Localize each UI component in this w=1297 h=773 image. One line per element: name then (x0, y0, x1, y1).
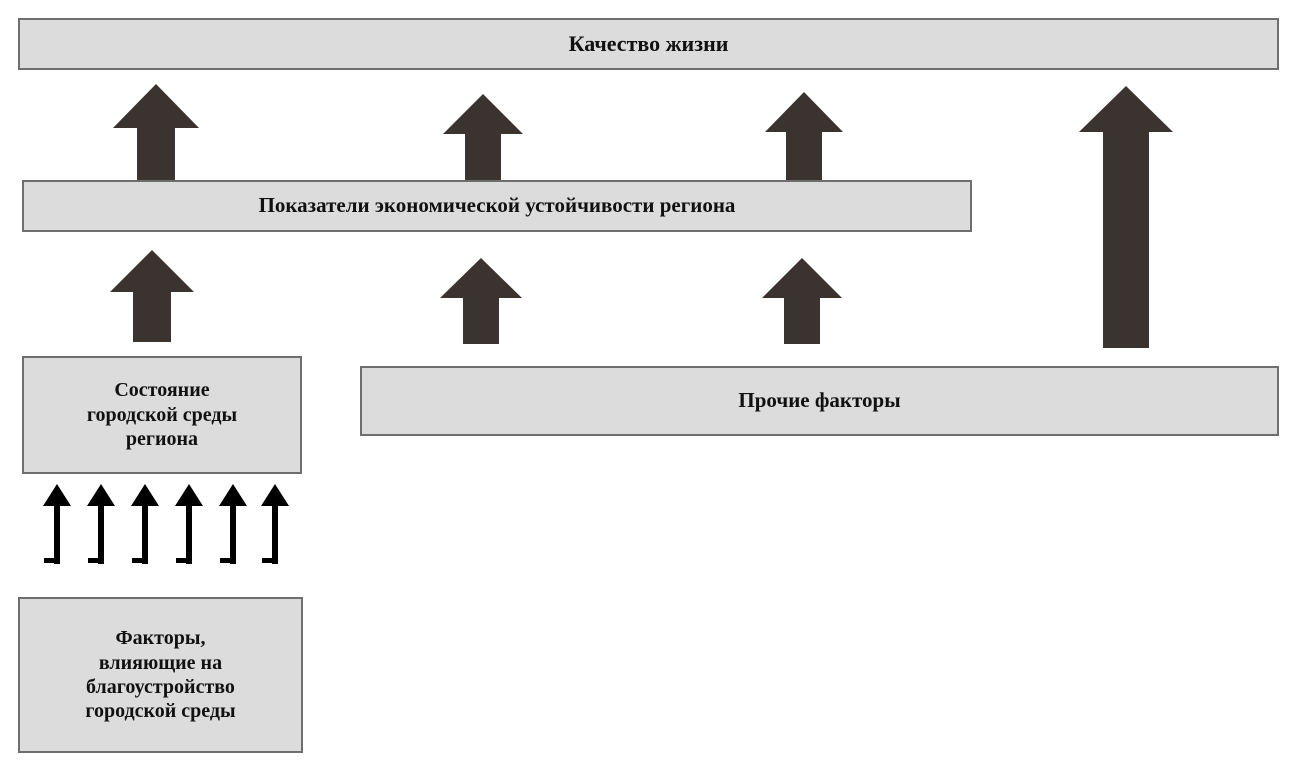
thick-up-arrow-icon-6 (762, 258, 842, 344)
thin-up-arrow-icon-5 (216, 484, 250, 564)
urban-line-2: городской среды (86, 403, 238, 426)
thick-up-arrow-icon-1 (113, 84, 199, 180)
thin-up-arrow-icon-6 (258, 484, 292, 564)
box-urban-environment-state (22, 356, 302, 474)
box-other-factors (360, 366, 1279, 436)
factors-line-1: Факторы, (115, 627, 206, 650)
box-other-factors-label: Прочие факторы (738, 388, 901, 413)
thin-up-arrow-icon-1 (40, 484, 74, 564)
thin-up-arrow-icon-3 (128, 484, 162, 564)
box-urban-improvement-factors (18, 597, 303, 753)
factors-line-2: влияющие на (98, 651, 223, 674)
urban-line-1: Состояние (114, 379, 210, 402)
factors-line-4: городской среды (85, 700, 236, 723)
thick-up-arrow-icon-4 (110, 250, 194, 342)
thick-up-arrow-icon-3 (765, 92, 843, 180)
factors-line-3: благоустройство (86, 676, 235, 698)
thin-up-arrow-icon-4 (172, 484, 206, 564)
box-urban-environment-state-label (87, 378, 237, 451)
box-quality-of-life (18, 18, 1279, 70)
box-economic-sustainability-indicators (22, 180, 972, 232)
urban-line-3: региона (125, 428, 199, 451)
thin-up-arrow-icon-2 (84, 484, 118, 564)
box-quality-of-life-label: Качество жизни (568, 30, 729, 56)
thick-up-arrow-icon-5 (440, 258, 522, 344)
box-economic-sustainability-indicators-label: Показатели экономической устойчивости региона (258, 193, 736, 218)
box-urban-improvement-factors-label (85, 626, 235, 724)
thick-up-arrow-icon-2 (443, 94, 523, 180)
thick-up-arrow-icon-tall (1079, 86, 1173, 348)
